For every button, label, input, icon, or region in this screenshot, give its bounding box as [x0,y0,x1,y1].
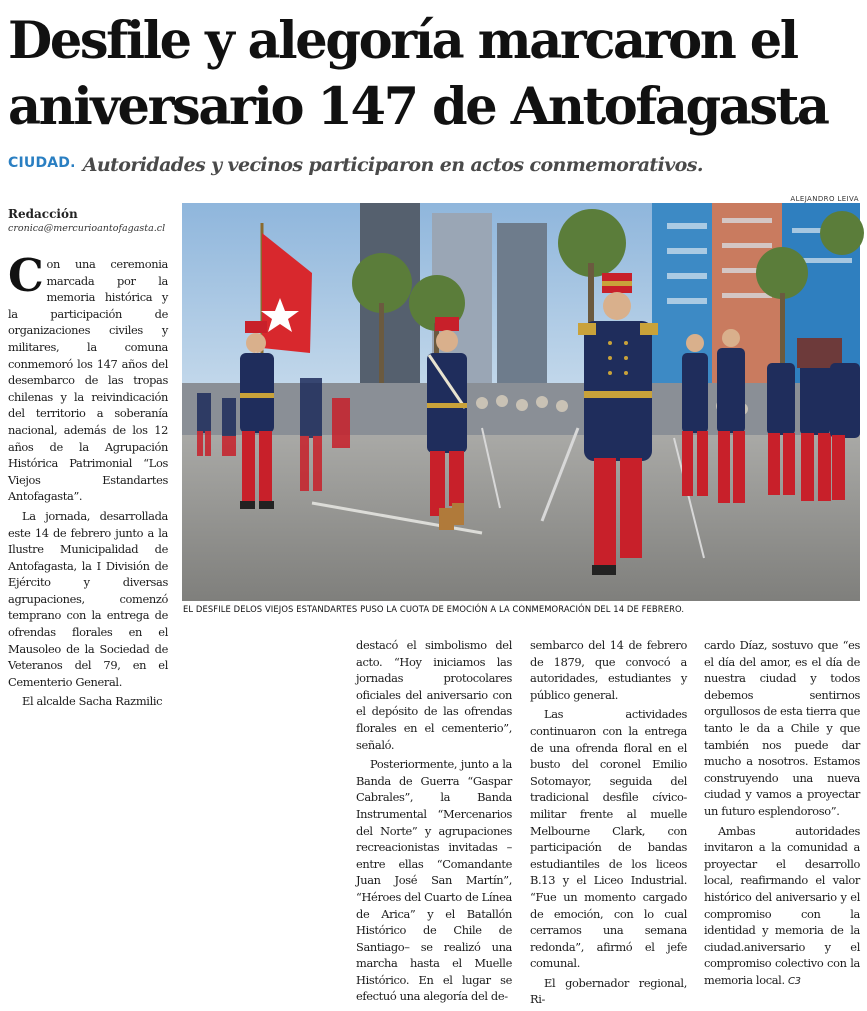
end-mark: C3 [788,975,801,987]
parade-illustration [182,203,860,601]
photo-credit: ALEJANDRO LEIVA [790,195,859,203]
article-column-2 [356,637,512,1008]
paragraph: Posteriormente, junto a la Banda de Guerra “Gaspar Cabrales”, la Banda Instrumental “Mercenarios del Norte” y agrupaciones recreacionistas invitadas –entre ellas “Comandante Juan José San Martín”, “Héroes del Cuarto de Línea de Arica” y el Batallón Histórico de Chile de Santiago– se realizó una marcha hasta el Muelle Histórico. En el lugar se efectuó una alegoría del de- [356,757,512,1004]
headline-line-2: aniversario 147 de Antofagasta [8,77,828,137]
byline [8,207,178,234]
drop-cap: C [8,249,44,302]
article-column-3 [530,637,687,1011]
paragraph: destacó el simbolismo del acto. “Hoy iniciamos las jornadas protocolares oficiales del aniversario con el depósito de las ofrendas florales en el cementerio”, señaló. [356,638,512,752]
paragraph: La jornada, desarrollada este 14 de febrero junto a la Ilustre Municipalidad de Antofagasta, la I División de Ejército y diversas agrupaciones, comenzó temprano con la entrega de ofrendas florales en el Mausoleo de la Sociedad de Veteranos del 79, en el Cementerio General. [8,508,168,689]
headline [8,8,860,140]
paragraph: El alcalde Sacha Razmilic [22,694,163,709]
subhead [8,154,860,176]
paragraph: cardo Díaz, sostuvo que “es el día del amor, es el día de nuestra ciudad y todos debemos sentirnos orgullosos de esta tierra que tanto le da a Chile y que también nos puede dar mucho a nosotros. Estamos construyendo una nueva ciudad y vamos a proyectar un futuro esplendoroso”. [704,638,860,818]
photo-caption: EL DESFILE DELOS VIEJOS ESTANDARTES PUSO LA CUOTA DE EMOCIÓN A LA CONMEMORACIÓN DEL 14 DE FEBRERO. [183,604,685,614]
paragraph-lead: Con una ceremonia marcada por la memoria histórica y la participación de organizaciones civiles y militares, la comuna conmemoró los 147 años del desembarco de las tropas chilenas y la reivindicación del territorio a soberanía nacional, además de los 12 años de la Agrupación Histórica Patrimonial “Los Viejos Estandartes Antofagasta”. [8,249,168,504]
byline-email[interactable]: cronica@mercurioantofagasta.cl [8,223,166,234]
headline-line-1: Desfile y alegoría marcaron el [8,11,797,71]
paragraph: El gobernador regional, Ri- [530,975,687,1007]
parade-photo [182,203,860,601]
byline-author: Redacción [8,207,78,221]
deck-text: Autoridades y vecinos participaron en actos conmemorativos. [82,154,703,176]
paragraph: Las actividades continuaron con la entrega de una ofrenda floral en el busto del coronel Emilio Sotomayor, seguida del tradicional desfile cívico-militar frente al muelle Melbourne Clark, con participación de bandas estudiantiles de los liceos B.13 y el Liceo Industrial. “Fue un momento cargado de emoción, con lo cual cerramos una semana redonda”, afirmó el jefe comunal. [530,707,687,971]
article-column-1 [8,249,168,713]
section-label[interactable]: CIUDAD. [8,155,76,171]
paragraph-final: Ambas autoridades invitaron a la comunidad a proyectar el desarrollo local, reafirmando el valor histórico del aniversario y el compromiso con la identidad y memoria de la ciudad.aniversario y el compromiso colectivo con la memoria local. C3 [704,823,860,987]
paragraph: sembarco del 14 de febrero de 1879, que convocó a autoridades, estudiantes y público general. [530,638,687,702]
article-column-4 [704,637,860,993]
